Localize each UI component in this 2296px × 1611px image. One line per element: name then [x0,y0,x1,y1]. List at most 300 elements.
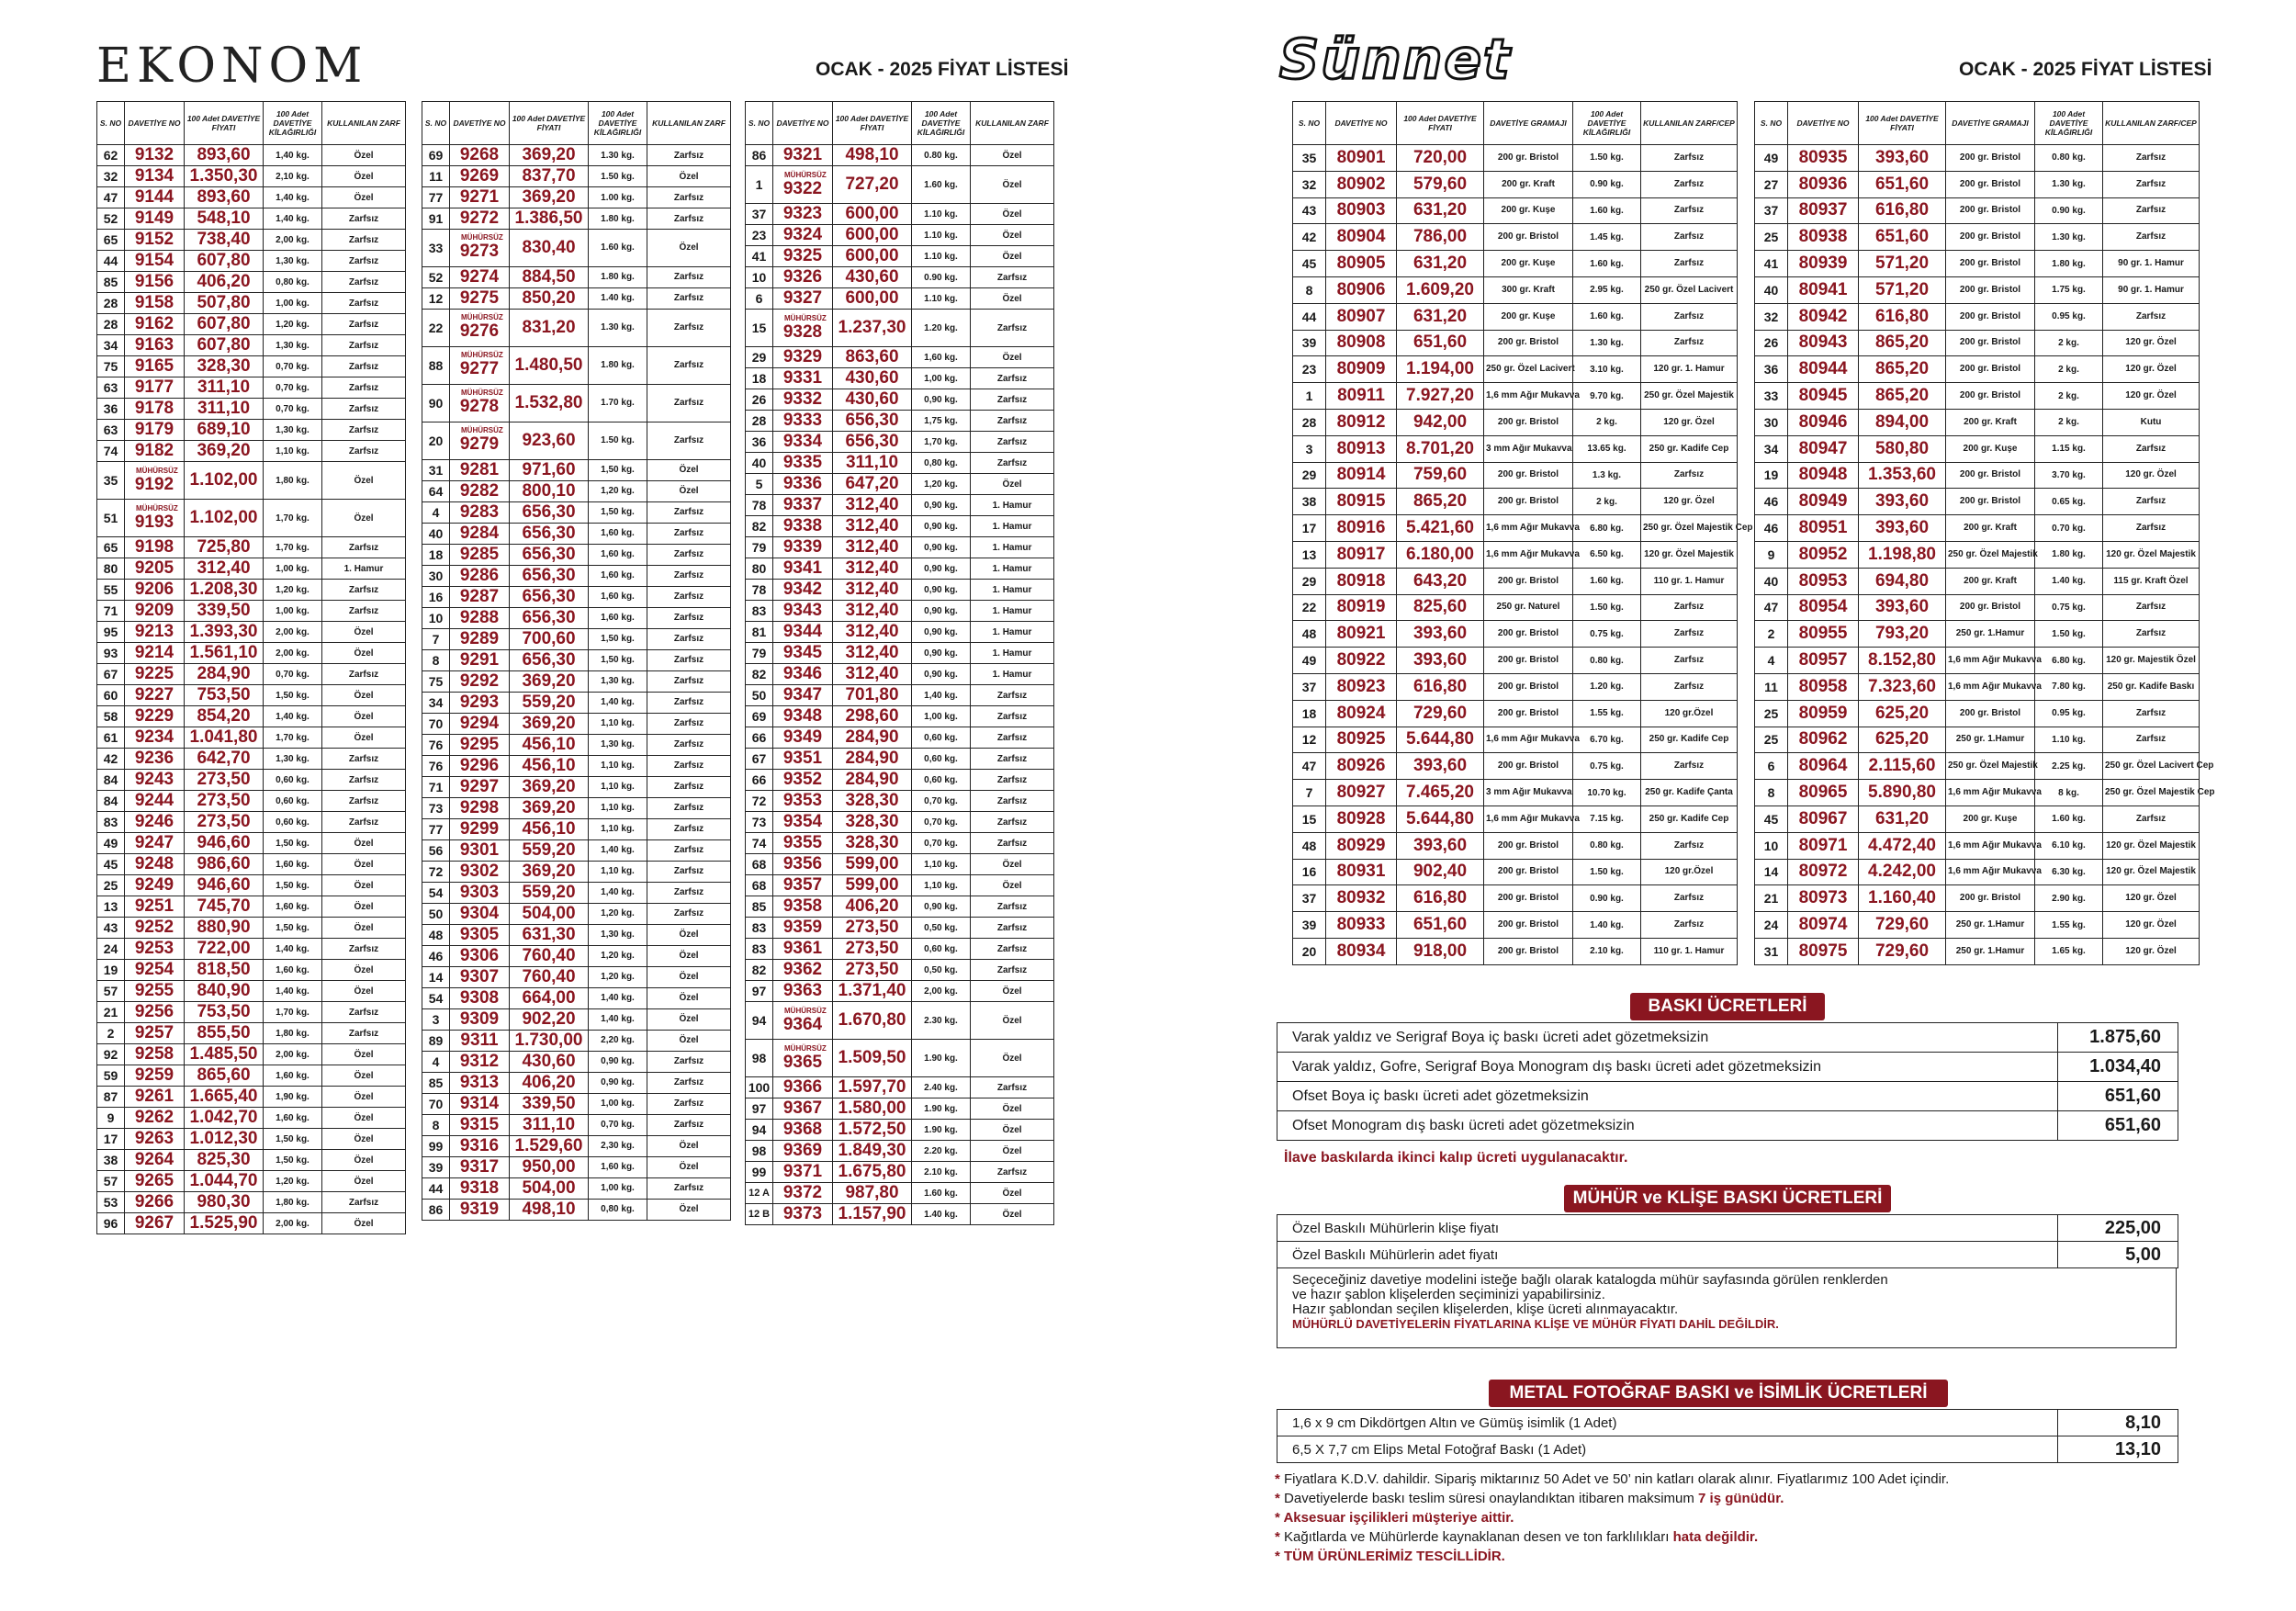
price: 980,30 [185,1192,264,1213]
price: 893,60 [185,145,264,166]
weight: 1.75 kg. [2035,276,2103,303]
table-row [746,368,1054,389]
invitation-code: 80975 [1788,938,1859,964]
weight: 2 kg. [2035,330,2103,356]
weight: 1.60 kg. [1573,251,1641,277]
envelope: Zarfsız [647,607,731,628]
row-number: 26 [746,389,773,411]
envelope: Zarfsız [647,309,731,346]
table-row [422,459,731,480]
weight: 0.90 kg. [2035,197,2103,224]
invitation-code: 9357 [773,875,833,896]
row-number: 18 [746,368,773,389]
weight: 1.60 kg. [2035,806,2103,832]
row-number: 34 [97,335,125,356]
envelope: Özel [647,230,731,267]
row-number: 85 [97,272,125,293]
paper-grammage: 250 gr. Özel Majestik [1946,753,2035,780]
row-number: 33 [422,230,450,267]
row-number: 39 [1293,330,1326,356]
price: 727,20 [833,166,912,204]
baski-row-label: Varak yaldız, Gofre, Serigraf Boya Monogram dış baskı ücreti adet gözetmeksizin [1292,1058,1821,1075]
table-row [1755,489,2200,515]
price: 1.572,50 [833,1120,912,1141]
table-row [746,622,1054,643]
row-number: 57 [97,1171,125,1192]
envelope: Özel [971,1183,1054,1204]
invitation-code: 9334 [773,432,833,453]
row-number: 81 [746,622,773,643]
price: 753,50 [185,685,264,706]
table-row [746,1183,1054,1204]
row-number: 68 [746,854,773,875]
price: 5.644,80 [1397,727,1484,753]
price: 840,90 [185,981,264,1002]
price: 722,00 [185,939,264,960]
unsealed-label: MÜHÜRSÜZ [461,233,503,242]
footer-notes [1275,1470,1949,1566]
invitation-code: 80951 [1788,515,1859,542]
row-number: 42 [1293,224,1326,251]
invitation-code: 9307 [450,966,510,987]
invitation-code-text: 9273 [459,242,500,262]
table-row [1293,145,1738,172]
invitation-code: 9282 [450,480,510,501]
invitation-code: 80927 [1326,780,1397,806]
table-row [746,558,1054,580]
weight: 1,50 kg. [264,1129,322,1150]
invitation-code: 9284 [450,523,510,544]
table-row [422,649,731,670]
envelope: Zarfsız [322,335,406,356]
table-row [746,601,1054,622]
price: 5.644,80 [1397,806,1484,832]
row-number: 59 [97,1065,125,1087]
metal-row-label: 1,6 x 9 cm Dikdörtgen Altın ve Gümüş isimlik (1 Adet) [1292,1414,1617,1431]
price: 643,20 [1397,568,1484,594]
invitation-code: 80965 [1788,780,1859,806]
envelope: Özel [971,1002,1054,1040]
weight: 1,30 kg. [264,420,322,441]
row-number: 48 [422,924,450,945]
paper-grammage: 1,6 mm Ağır Mukavva [1946,859,2035,885]
invitation-code: 9291 [450,649,510,670]
row-number: 85 [746,896,773,918]
table-row [1293,568,1738,594]
price: 580,80 [1859,435,1946,462]
row-number: 29 [746,347,773,368]
invitation-code: 9373 [773,1204,833,1225]
paper-grammage: 250 gr. 1.Hamur [1946,621,2035,648]
row-number: 13 [97,896,125,918]
envelope-pocket: 120 gr.Özel [1641,700,1738,727]
price: 571,20 [1859,276,1946,303]
invitation-code: 9244 [125,791,185,812]
weight: 1,40 kg. [264,981,322,1002]
unsealed-label: MÜHÜRSÜZ [784,170,827,179]
invitation-code: 9249 [125,875,185,896]
envelope: Özel [322,960,406,981]
price: 760,40 [510,966,589,987]
envelope-pocket: 90 gr. 1. Hamur [2103,276,2200,303]
column-header: KULLANILAN ZARF/CEP [1641,102,1738,145]
sunnet-price-table-2 [1754,101,2215,965]
row-number: 25 [97,875,125,896]
invitation-code: 9267 [125,1213,185,1234]
row-number: 44 [422,1177,450,1199]
table-row [746,939,1054,960]
weight: 0,80 kg. [589,1199,647,1220]
muhur-row-price: 5,00 [2057,1242,2178,1267]
row-number: 72 [422,861,450,882]
row-number: 74 [97,441,125,462]
paper-grammage: 200 gr. Bristol [1484,832,1573,859]
table-row [1293,276,1738,303]
envelope-pocket: Zarfsız [1641,251,1738,277]
table-row [1755,330,2200,356]
table-row [97,187,406,208]
invitation-code: 80931 [1326,859,1397,885]
row-number: 94 [746,1002,773,1040]
invitation-code: 80971 [1788,832,1859,859]
price: 393,60 [1397,832,1484,859]
price: 694,80 [1859,568,1946,594]
row-number: 76 [422,755,450,776]
price: 1.597,70 [833,1077,912,1098]
row-number: 98 [746,1040,773,1077]
row-number: 10 [422,607,450,628]
envelope: Zarfsız [647,1177,731,1199]
column-header: 100 Adet DAVETİYE KİLAĞIRLIĞI [589,102,647,145]
paper-grammage: 200 gr. Bristol [1484,700,1573,727]
price: 328,30 [185,356,264,377]
row-number: 71 [422,776,450,797]
envelope-pocket: 90 gr. 1. Hamur [2103,251,2200,277]
envelope: Zarfsız [971,389,1054,411]
row-number: 27 [1755,171,1788,197]
row-number: 20 [422,422,450,459]
weight: 1,60 kg. [264,960,322,981]
weight: 0,70 kg. [264,356,322,377]
paper-grammage: 1,6 mm Ağır Mukavva [1484,806,1573,832]
price: 729,60 [1859,938,1946,964]
muhur-klise-table [1277,1214,2178,1268]
price: 656,30 [510,649,589,670]
weight: 1,60 kg. [589,607,647,628]
weight: 1,00 kg. [264,558,322,580]
table-row [1755,594,2200,621]
invitation-code: 80953 [1788,568,1859,594]
invitation-code: 9252 [125,918,185,939]
table-row [97,580,406,601]
paper-grammage: 200 gr. Kraft [1946,409,2035,435]
weight: 1,40 kg. [912,685,971,706]
table-row [1293,303,1738,330]
invitation-code: 9243 [125,770,185,791]
weight: 1,40 kg. [589,839,647,861]
price: 579,60 [1397,171,1484,197]
table-row [746,1040,1054,1077]
row-number: 35 [97,462,125,500]
envelope: Zarfsız [322,1002,406,1023]
weight: 2.25 kg. [2035,753,2103,780]
table-row [746,537,1054,558]
paper-grammage: 200 gr. Bristol [1484,330,1573,356]
price: 1.353,60 [1859,462,1946,489]
table-row [1293,541,1738,568]
invitation-code: 9158 [125,293,185,314]
envelope-pocket: Zarfsız [1641,224,1738,251]
row-number: 36 [746,432,773,453]
muhur-row-label: Özel Baskılı Mühürlerin adet fiyatı [1292,1246,1499,1263]
table-row [97,335,406,356]
weight: 1,80 kg. [264,1192,322,1213]
weight: 1.60 kg. [1573,568,1641,594]
envelope: Özel [322,145,406,166]
envelope: Zarfsız [647,734,731,755]
weight: 1,60 kg. [264,854,322,875]
paper-grammage: 250 gr. 1.Hamur [1946,912,2035,939]
envelope: Özel [322,1044,406,1065]
row-number: 79 [746,537,773,558]
invitation-code: 80949 [1788,489,1859,515]
table-row [97,939,406,960]
envelope: Özel [322,1108,406,1129]
price: 498,10 [510,1199,589,1220]
envelope: Zarfsız [971,453,1054,474]
table-row [422,924,731,945]
invitation-code: 80941 [1788,276,1859,303]
envelope: Zarfsız [647,1072,731,1093]
price: 865,20 [1859,383,1946,410]
table-row [97,1192,406,1213]
row-number: 39 [1293,912,1326,939]
weight: 1.70 kg. [589,384,647,422]
row-number: 12 B [746,1204,773,1225]
row-number: 69 [746,706,773,727]
weight: 6.70 kg. [1573,727,1641,753]
weight: 1,60 kg. [589,523,647,544]
row-number: 56 [422,839,450,861]
paper-grammage: 200 gr. Kraft [1484,171,1573,197]
price: 273,50 [185,770,264,791]
paper-grammage: 200 gr. Bristol [1484,621,1573,648]
invitation-code: 9325 [773,246,833,267]
table-row [746,580,1054,601]
weight: 1,20 kg. [264,1171,322,1192]
invitation-code: 9347 [773,685,833,706]
invitation-code: 80922 [1326,648,1397,674]
table-row [1293,356,1738,383]
row-number: 47 [97,187,125,208]
envelope: Zarfsız [971,833,1054,854]
table-row [422,1114,731,1135]
invitation-code: 80952 [1788,541,1859,568]
row-number: 66 [746,770,773,791]
row-number: 32 [1293,171,1326,197]
row-number: 66 [746,727,773,749]
weight: 1,10 kg. [589,797,647,818]
weight: 1,60 kg. [912,347,971,368]
price: 600,00 [833,204,912,225]
weight: 0.95 kg. [2035,700,2103,727]
invitation-code: 9317 [450,1156,510,1177]
envelope: Zarfsız [647,346,731,384]
weight: 1,00 kg. [912,368,971,389]
weight: 1.90 kg. [912,1098,971,1120]
table-row [746,411,1054,432]
price: 631,30 [510,924,589,945]
envelope: Özel [322,706,406,727]
envelope: Zarfsız [647,903,731,924]
envelope: Özel [322,981,406,1002]
invitation-code: 9311 [450,1030,510,1051]
weight: 1,40 kg. [589,692,647,713]
weight: 1,00 kg. [264,601,322,622]
envelope: Özel [322,187,406,208]
row-number: 4 [1755,648,1788,674]
envelope-pocket: 120 gr. Özel [2103,356,2200,383]
table-row [746,918,1054,939]
invitation-code: 9342 [773,580,833,601]
price: 312,40 [833,537,912,558]
paper-grammage: 1,6 mm Ağır Mukavva [1484,383,1573,410]
row-number: 32 [97,166,125,187]
weight: 0,60 kg. [912,770,971,791]
price: 865,60 [185,1065,264,1087]
table-row [97,314,406,335]
table-row [746,981,1054,1002]
envelope: Özel [322,1171,406,1192]
table-row [97,377,406,399]
weight: 1,60 kg. [264,1065,322,1087]
envelope: 1. Hamur [971,495,1054,516]
weight: 1.60 kg. [1573,197,1641,224]
table-header-row [1755,102,2200,145]
envelope: Zarfsız [322,1192,406,1213]
envelope-pocket: 120 gr.Özel [1641,859,1738,885]
table-row [422,839,731,861]
envelope-pocket: 250 gr. Kadife Baskı [2103,673,2200,700]
row-number: 97 [746,1098,773,1120]
weight: 1,10 kg. [912,854,971,875]
table-row [97,420,406,441]
weight: 1.65 kg. [2035,938,2103,964]
price: 7.927,20 [1397,383,1484,410]
paper-grammage: 200 gr. Bristol [1484,145,1573,172]
invitation-code: 9275 [450,287,510,309]
row-number: 80 [746,558,773,580]
table-row [97,208,406,230]
envelope-pocket: 250 gr. Özel Majestik [1641,383,1738,410]
invitation-code: 80911 [1326,383,1397,410]
baski-row [1277,1023,2178,1053]
price: 311,10 [185,377,264,399]
footer-note-text: Kağıtlarda ve Mühürlerde kaynaklanan desen ve ton farklılıkları [1284,1529,1673,1545]
price: 599,00 [833,875,912,896]
price: 1.480,50 [510,346,589,384]
envelope-pocket: 250 gr. Kadife Cep [1641,806,1738,832]
baski-note: İlave baskılarda ikinci kalıp ücreti uygulanacaktır. [1284,1150,1628,1166]
weight: 0,90 kg. [912,537,971,558]
paper-grammage: 200 gr. Bristol [1946,171,2035,197]
envelope-pocket: 110 gr. 1. Hamur [1641,938,1738,964]
price: 902,40 [1397,859,1484,885]
weight: 1.45 kg. [1573,224,1641,251]
invitation-code-text: 9277 [459,359,500,379]
price: 5.890,80 [1859,780,1946,806]
row-number: 89 [422,1030,450,1051]
price: 559,20 [510,882,589,903]
paper-grammage: 1,6 mm Ağır Mukavva [1946,673,2035,700]
paper-grammage: 200 gr. Bristol [1946,489,2035,515]
table-row [422,1008,731,1030]
row-number: 12 A [746,1183,773,1204]
weight: 0,90 kg. [912,664,971,685]
table-row [422,628,731,649]
price: 1.393,30 [185,622,264,643]
invitation-code: 9163 [125,335,185,356]
row-number: 50 [422,903,450,924]
weight: 0.70 kg. [2035,515,2103,542]
table-row [746,310,1054,347]
invitation-code: 9165 [125,356,185,377]
row-number: 9 [97,1108,125,1129]
price: 830,40 [510,230,589,267]
price: 689,10 [185,420,264,441]
invitation-code: 9327 [773,288,833,310]
row-number: 37 [1293,885,1326,912]
table-row [1293,938,1738,964]
price: 800,10 [510,480,589,501]
weight: 1,00 kg. [589,1093,647,1114]
table-row [1755,806,2200,832]
envelope-pocket: Zarfsız [2103,700,2200,727]
price: 312,40 [833,622,912,643]
weight: 1.90 kg. [912,1120,971,1141]
envelope-pocket: Zarfsız [1641,145,1738,172]
envelope: Zarfsız [322,537,406,558]
paper-grammage: 250 gr. Özel Majestik [1946,541,2035,568]
weight: 1.40 kg. [912,1204,971,1225]
weight: 0,70 kg. [912,833,971,854]
row-number: 40 [422,523,450,544]
envelope: Zarfsız [971,310,1054,347]
footer-note-text: Davetiyelerde baskı teslim süresi onaylandıktan itibaren maksimum [1284,1491,1699,1506]
row-number: 77 [422,818,450,839]
table-row [1755,753,2200,780]
row-number: 87 [97,1087,125,1108]
row-number: 19 [97,960,125,981]
table-row [422,776,731,797]
invitation-code: 80943 [1788,330,1859,356]
row-number: 13 [1293,541,1326,568]
invitation-code: 80967 [1788,806,1859,832]
row-number: 7 [422,628,450,649]
table-row [97,918,406,939]
unsealed-label: MÜHÜRSÜZ [136,466,178,475]
row-number: 38 [97,1150,125,1171]
table-row [746,706,1054,727]
weight: 2,00 kg. [264,1213,322,1234]
envelope: Zarfsız [971,896,1054,918]
baski-row-price: 651,60 [2057,1111,2178,1140]
price: 1.670,80 [833,1002,912,1040]
row-number: 4 [422,1051,450,1072]
weight: 7.80 kg. [2035,673,2103,700]
paper-grammage: 200 gr. Bristol [1946,224,2035,251]
table-row [97,230,406,251]
